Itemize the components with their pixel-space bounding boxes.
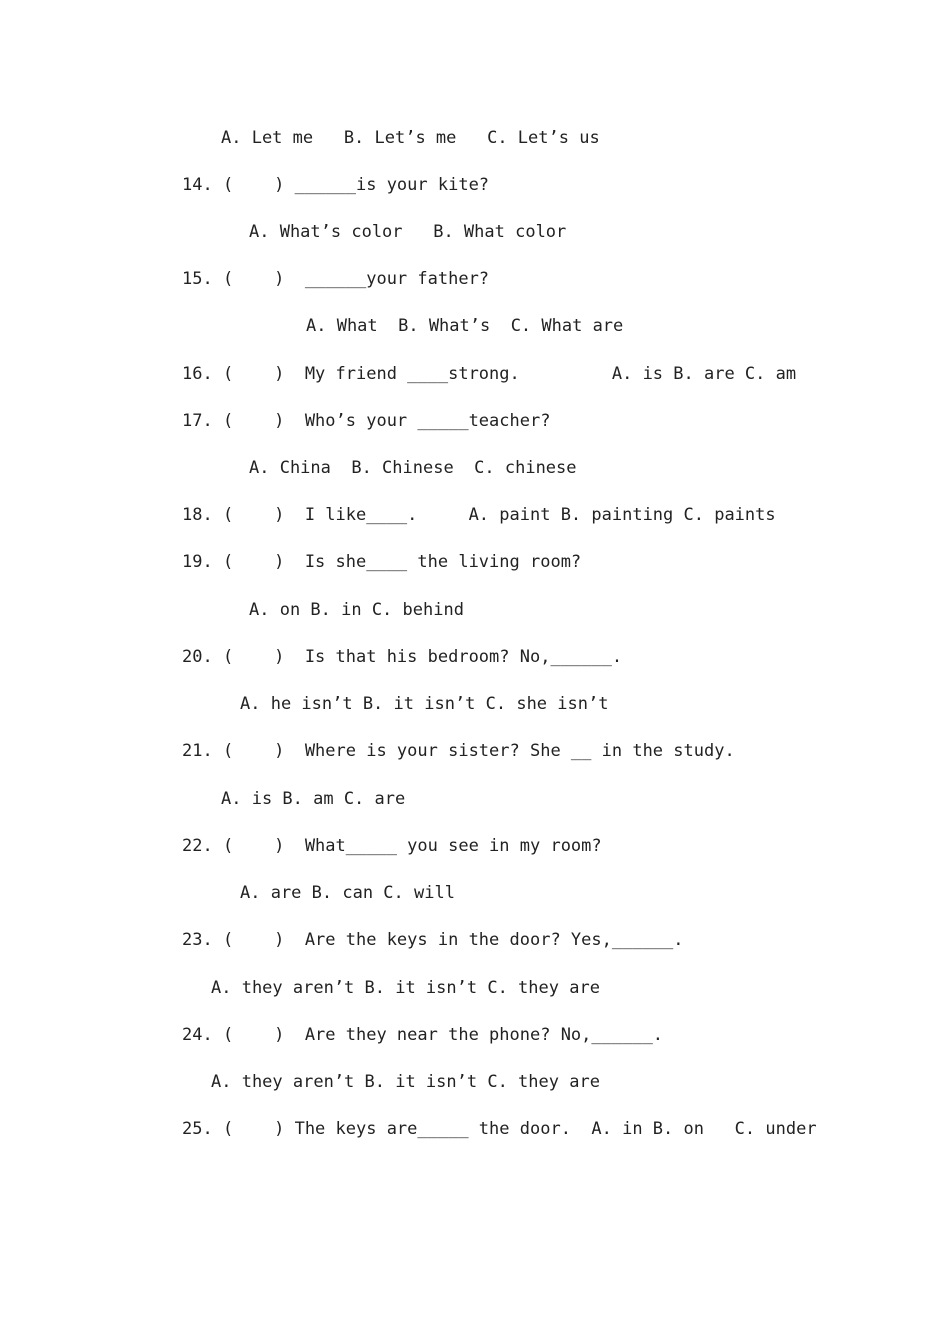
- q25-question: 25. ( ) The keys are_____ the door. A. in B. on C. under: [182, 1119, 817, 1139]
- q16-question: 16. ( ) My friend ____strong. A. is B. are C. am: [182, 364, 797, 384]
- q24-options: A. they aren’t B. it isn’t C. they are: [211, 1072, 600, 1092]
- q21-question: 21. ( ) Where is your sister? She __ in the study.: [182, 741, 735, 761]
- q22-question: 22. ( ) What_____ you see in my room?: [182, 836, 602, 856]
- q14-question: 14. ( ) ______is your kite?: [182, 175, 490, 195]
- q23-question: 23. ( ) Are the keys in the door? Yes,______.: [182, 930, 684, 950]
- q19-question: 19. ( ) Is she____ the living room?: [182, 552, 582, 572]
- q24-question: 24. ( ) Are they near the phone? No,______.: [182, 1025, 664, 1045]
- q17-question: 17. ( ) Who’s your _____teacher?: [182, 411, 551, 431]
- q23-options: A. they aren’t B. it isn’t C. they are: [211, 978, 600, 998]
- q18-question: 18. ( ) I like____. A. paint B. painting C. paints: [182, 505, 776, 525]
- q13-options: A. Let me B. Let’s me C. Let’s us: [221, 128, 600, 148]
- q15-question: 15. ( ) ______your father?: [182, 269, 490, 289]
- q14-options: A. What’s color B. What color: [249, 222, 567, 242]
- q20-options: A. he isn’t B. it isn’t C. she isn’t: [240, 694, 609, 714]
- q20-question: 20. ( ) Is that his bedroom? No,______.: [182, 647, 623, 667]
- q21-options: A. is B. am C. are: [221, 789, 406, 809]
- q17-options: A. China B. Chinese C. chinese: [249, 458, 577, 478]
- q15-options: A. What B. What’s C. What are: [306, 316, 624, 336]
- q19-options: A. on B. in C. behind: [249, 600, 464, 620]
- q22-options: A. are B. can C. will: [240, 883, 455, 903]
